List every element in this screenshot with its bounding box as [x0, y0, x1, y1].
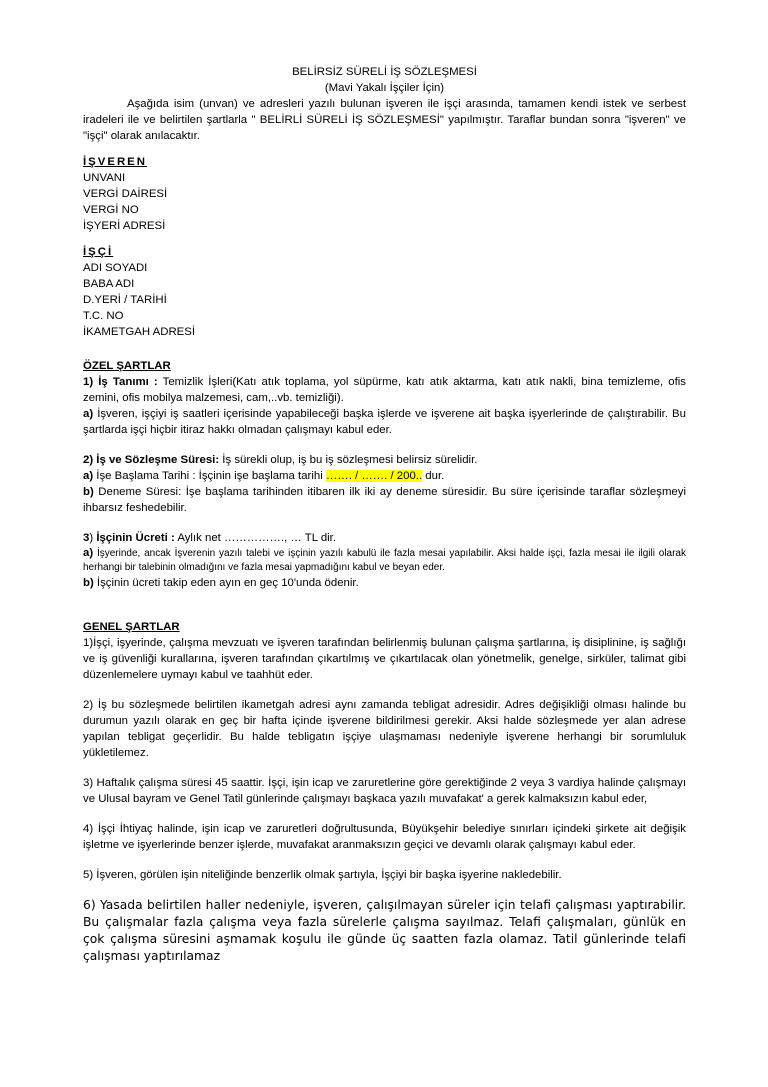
general-clause-1: 1)İşçi, işyerinde, çalışma mevzuatı ve işveren tarafından belirlenmiş bulunan çalışma şartlarına, iş disiplinine, iş sağlığı ve iş güvenliği kurallarına, işveren tarafından çıkartılmış ve çıkartılacak olan yönetmelik, genelge, sirküler, talimat gibi düzenlemelere uymayı kabul ve taahhüt eder. [83, 637, 686, 681]
start-date-placeholder: ……. / ……. / 200.. [325, 470, 423, 482]
employer-heading: İŞVEREN [83, 156, 148, 168]
clause-label: İşçinin Ücreti : [96, 532, 175, 544]
general-clause-4: 4) İşçi İhtiyaç halinde, işin icap ve zaruretleri doğrultusunda, Büyükşehir belediye sınırları içindeki şirkete ait değişik işletme ve işyerlerinde benzer işlerde, muvafakat aranmaksızın geçici ve devamlı olarak çalışmayı kabul eder. [83, 823, 686, 851]
employer-field: İŞYERİ ADRESİ [83, 220, 166, 232]
employer-field: VERGİ NO [83, 204, 139, 216]
clause-1a [83, 406, 686, 438]
clause-label: a) [83, 408, 94, 420]
clause-label: 2) İş ve Sözleşme Süresi: [83, 454, 220, 466]
clause-label: a) [83, 547, 94, 559]
clause-text: İşyerinde, ancak İşverenin yazılı talebi ve işçinin yazılı kabulü ile fazla mesai yapılabilir. Aksi halde işçi, fazla mesai ile ilgili olarak herhangi bir talebinin olmadığını ve fazla mesai yapmadığını kabul ve beyan eder. [83, 548, 686, 573]
clause-text: İşçinin ücreti takip eden ayın en geç 10'unda ödenir. [93, 577, 359, 589]
worker-field: D.YERİ / TARİHİ [83, 294, 167, 306]
clause-3 [83, 530, 686, 546]
clause-2 [83, 452, 686, 468]
clause-text: İşveren, işçiyi iş saatleri içerisinde yapabileceği başka işlerde ve işverene ait başka işyerlerinde de çalıştırabilir. Bu şartlarda işçi hiçbir itiraz hakkı olmadan çalışmayı kabul eder. [83, 408, 686, 436]
general-clause-6: 6) Yasada belirtilen haller nedeniyle, işveren, çalışılmayan süreler için telafi çalışması yaptırabilir. Bu çalışmalar fazla çalışma veya fazla sürelerle çalışma sayılmaz. Telafi çalışmaları, günlük en çok çalışma süresini aşmamak koşulu ile günde üç saatten fazla olamaz. Tatil günlerinde telafi çalışması yaptırılamaz [83, 898, 686, 963]
employer-field: UNVANI [83, 172, 126, 184]
worker-field: BABA ADI [83, 278, 135, 290]
worker-heading: İŞÇİ [83, 246, 114, 258]
worker-field: T.C. NO [83, 310, 124, 322]
intro-paragraph: Aşağıda isim (unvan) ve adresleri yazılı bulunan işveren ile işçi arasında, tamamen kendi istek ve serbest iradeleri ile ve belirtilen şartlarla " BELİRLİ SÜRELİ İŞ SÖZLEŞMESİ" yapılmıştır. Taraflar bundan sonra "işveren" ve "işçi" olarak anılacaktır. [83, 98, 686, 142]
clause-text: İşe Başlama Tarihi : İşçinin işe başlama tarihi [93, 470, 326, 482]
clause-text: İş sürekli olup, iş bu iş sözleşmesi belirsiz sürelidir. [219, 454, 478, 466]
document-subtitle: (Mavi Yakalı İşçiler İçin) [324, 82, 445, 94]
clause-text: Aylık net ……………., … TL dir. [174, 532, 337, 544]
general-clause-2: 2) İş bu sözleşmede belirtilen ikametgah adresi aynı zamanda tebligat adresidir. Adres değişikliği olması halinde bu durumun yazılı olarak en geç bir hafta içinde işverene bildirilmesi gerekir. Aksi halde sözleşmede yer alan adrese yapılan tebligat geçerlidir. Bu halde tebligatın işçiye ulaşmaması nedeniyle işverene herhangi bir sorumluluk yükletilemez. [83, 699, 686, 759]
general-terms-heading: GENEL ŞARTLAR [83, 621, 180, 633]
document-title: BELİRSİZ SÜRELİ İŞ SÖZLEŞMESİ [292, 66, 477, 78]
clause-label: b) [83, 577, 94, 589]
worker-field: İKAMETGAH ADRESİ [83, 326, 196, 338]
clause-2b [83, 484, 686, 516]
clause-label: a) [83, 470, 94, 482]
clause-3b [83, 575, 686, 591]
clause-text: dur. [422, 470, 445, 482]
employer-field: VERGİ DAİRESİ [83, 188, 168, 200]
job-description [83, 374, 686, 406]
clause-text: Temizlik İşleri(Katı atık toplama, yol süpürme, katı atık aktarma, katı atık nakli, bina temizleme, ofis zemini, ofis mobilya malzemesi, cam,..vb. temizliği). [83, 376, 686, 404]
general-clause-5: 5) İşveren, görülen işin niteliğinde benzerlik olmak şartıyla, İşçiyi bir başka işyerine nakledebilir. [83, 869, 562, 881]
clause-number: 3 [83, 532, 90, 544]
clause-3a [83, 546, 686, 575]
special-terms-heading: ÖZEL ŞARTLAR [83, 360, 171, 372]
document-content [83, 64, 686, 965]
clause-label: b) [83, 486, 94, 498]
clause-2a [83, 468, 686, 484]
clause-label: 1) İş Tanımı : [83, 376, 158, 388]
worker-field: ADI SOYADI [83, 262, 148, 274]
clause-text: ) [89, 532, 97, 544]
clause-text: Deneme Süresi: İşe başlama tarihinden itibaren ilk iki ay deneme süresidir. Bu süre içerisinde taraflar sözleşmeyi ihbarsız feshedebilir. [83, 486, 686, 514]
general-clause-3: 3) Haftalık çalışma süresi 45 saattir. İşçi, işin icap ve zaruretlerine göre gerektiğinde 2 veya 3 vardiya halinde çalışmayı ve Ulusal bayram ve Genel Tatil günlerinde çalışmayı başkaca yazılı muvafakat' a gerek kalmaksızın kabul eder, [83, 777, 686, 805]
